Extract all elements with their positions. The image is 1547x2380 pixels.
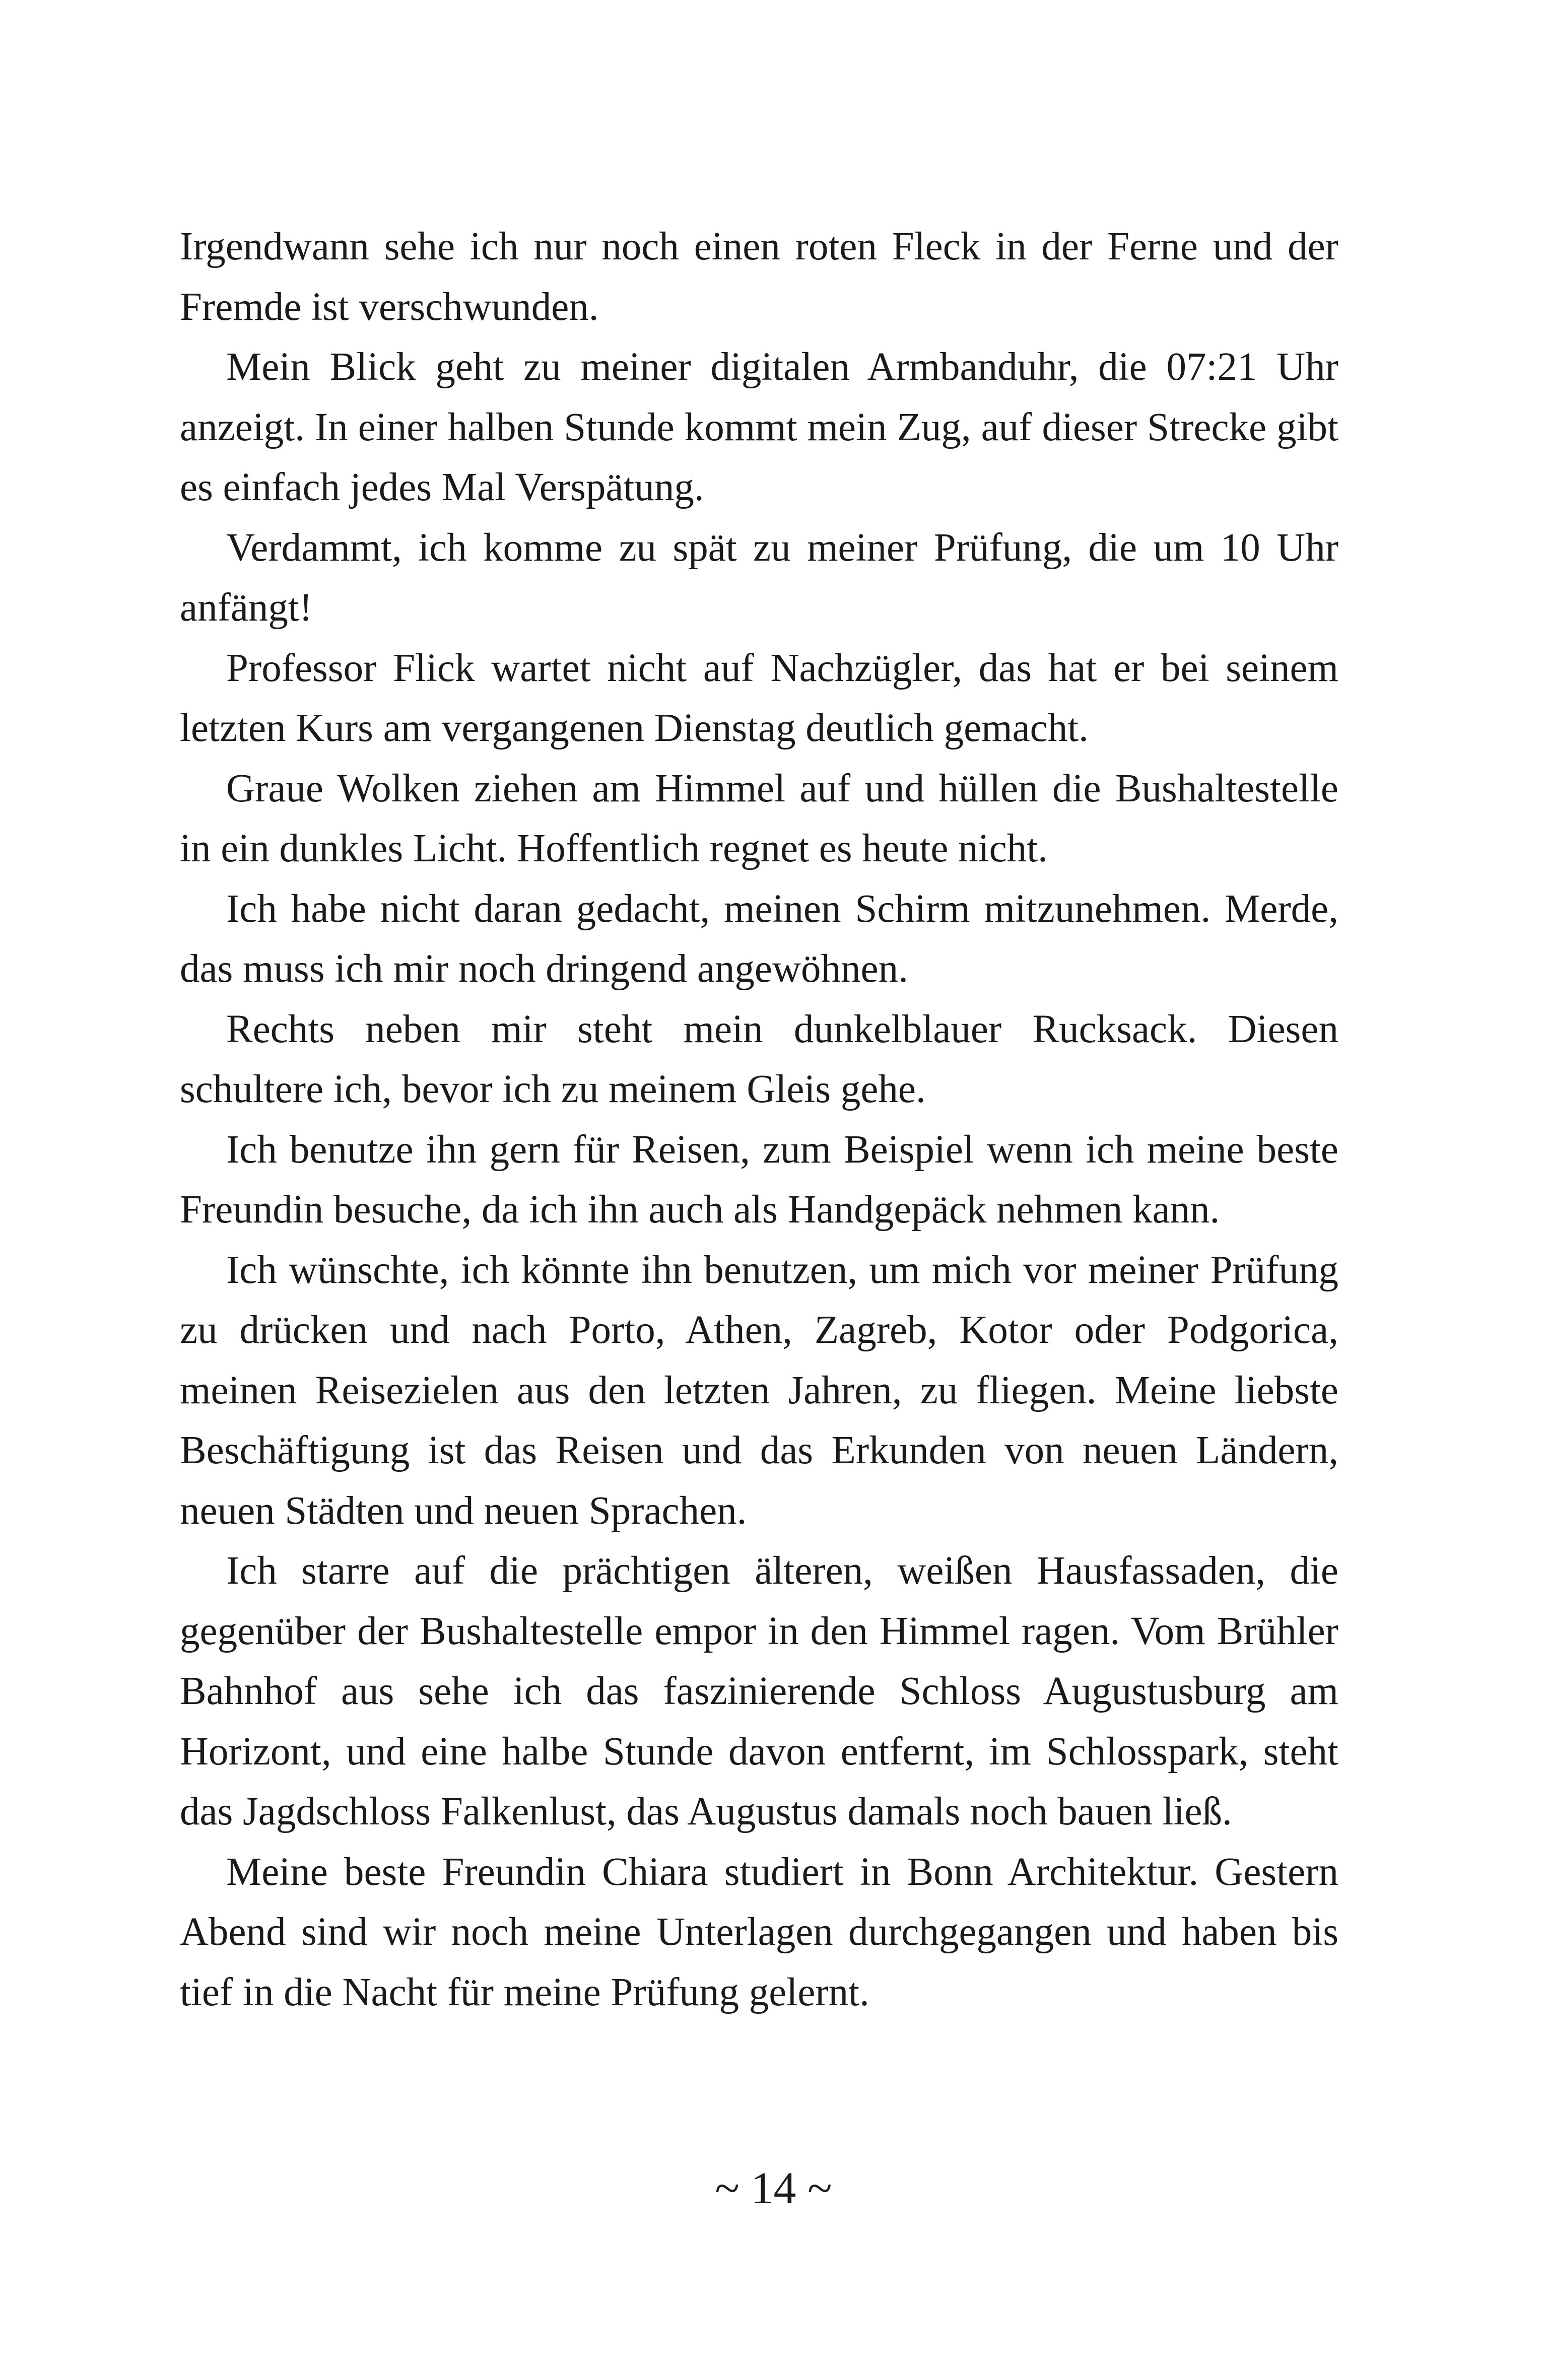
paragraph: Rechts neben mir steht mein dunkelblauer Rucksack. Diesen schultere ich, bevor ich zu meinem Gleis gehe. xyxy=(180,1007,1338,1111)
paragraph: Irgendwann sehe ich nur noch einen roten Fleck in der Ferne und der Fremde ist verschwunden. xyxy=(180,225,1338,329)
body-text xyxy=(180,217,1338,2022)
page-number: ~ 14 ~ xyxy=(715,2163,832,2213)
paragraph: Ich starre auf die prächtigen älteren, weißen Hausfassaden, die gegenüber der Bushaltestelle empor in den Himmel ragen. Vom Brühler Bahnhof aus sehe ich das faszinierende Schloss Augustusburg am Horizont, und eine halbe Stunde davon entfernt, im Schlosspark, steht das Jagdschloss Falkenlust, das Augustus damals noch bauen ließ. xyxy=(180,1549,1338,1833)
paragraph: Ich habe nicht daran gedacht, meinen Schirm mitzunehmen. Merde, das muss ich mir noch dringend angewöhnen. xyxy=(180,887,1338,991)
paragraph: Ich benutze ihn gern für Reisen, zum Beispiel wenn ich meine beste Freundin besuche, da ich ihn auch als Handgepäck nehmen kann. xyxy=(180,1127,1338,1232)
paragraph: Graue Wolken ziehen am Himmel auf und hüllen die Bushaltestelle in ein dunkles Licht. Hoffentlich regnet es heute nicht. xyxy=(180,766,1338,870)
paragraph: Professor Flick wartet nicht auf Nachzügler, das hat er bei seinem letzten Kurs am vergangenen Dienstag deutlich gemacht. xyxy=(180,646,1338,750)
paragraph: Verdammt, ich komme zu spät zu meiner Prüfung, die um 10 Uhr anfängt! xyxy=(180,525,1338,630)
paragraph: Ich wünschte, ich könnte ihn benutzen, um mich vor meiner Prüfung zu drücken und nach Porto, Athen, Zagreb, Kotor oder Podgorica, meinen Reisezielen aus den letzten Jahren, zu fliegen. Meine liebste Beschäftigung ist das Reisen und das Erkunden von neuen Ländern, neuen Städten und neuen Sprachen. xyxy=(180,1248,1338,1533)
paragraph: Meine beste Freundin Chiara studiert in Bonn Architektur. Gestern Abend sind wir noch meine Unterlagen durchgegangen und haben bis tief in die Nacht für meine Prüfung gelernt. xyxy=(180,1850,1338,2014)
paragraph: Mein Blick geht zu meiner digitalen Armbanduhr, die 07:21 Uhr anzeigt. In einer halben Stunde kommt mein Zug, auf dieser Strecke gibt es einfach jedes Mal Verspätung. xyxy=(180,345,1338,509)
